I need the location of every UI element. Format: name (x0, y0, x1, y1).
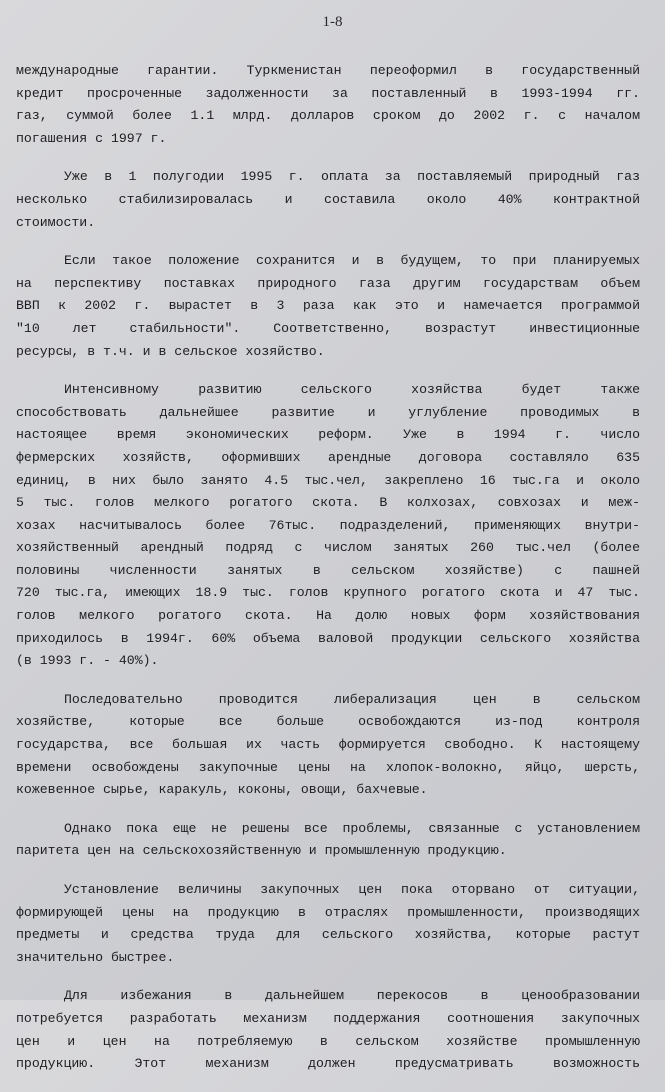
document-body (16, 60, 640, 1092)
paragraph-7 (16, 879, 640, 969)
text-line: продукцию. Этот механизм должен предусматривать возможность (16, 1056, 640, 1072)
text-line: единиц, в них было занято 4.5 тыс.чел, закреплено 16 тыс.га и около (16, 472, 640, 488)
text-line: Уже в 1 полугодии 1995 г. оплата за поставляемый природный газ (64, 169, 640, 185)
paragraph-1 (16, 60, 640, 150)
text-line: газ, суммой более 1.1 млрд. долларов сроком до 2002 г. с началом (16, 108, 640, 124)
text-line: международные гарантии. Туркменистан переоформил в государственный (16, 63, 640, 78)
paragraph-2 (16, 166, 640, 234)
text-line: способствовать дальнейшее развитие и углубление проводимых в (16, 404, 640, 420)
paragraph-4 (16, 379, 640, 673)
text-line: приходилось в 1994г. 60% объема валовой продукции сельского хозяйства (16, 630, 640, 646)
text-line: ВВП к 2002 г. вырастет в 3 раза как это и намечается программой (16, 298, 640, 314)
text-line: половины численности занятых в сельском хозяйстве) с пашней (16, 562, 640, 578)
text-line: Если такое положение сохранится и в будущем, то при планируемых (64, 253, 640, 269)
text-line: кредит просроченные задолженности за поставленный в 1993-1994 гг. (16, 85, 640, 101)
page-number: 1-8 (322, 14, 343, 30)
paragraph-5 (16, 689, 640, 802)
text-line: погашения с 1997 г. (16, 130, 167, 146)
text-line: Установление величины закупочных цен пока оторвано от ситуации, (64, 882, 640, 897)
paragraph-3 (16, 250, 640, 363)
text-line: "10 лет стабильности". Соответственно, возрастут инвестиционные (16, 320, 640, 336)
text-line: голов мелкого рогатого скота. На долю новых форм хозяйствования (16, 608, 640, 624)
text-line: стоимости. (16, 214, 96, 230)
text-line: хозяйстве, которые все больше освобождаются из-под контроля (16, 714, 640, 730)
text-line: настоящее время экономических реформ. Уже в 1994 г. число (16, 427, 640, 443)
paragraph-6 (16, 818, 640, 863)
text-line: кожевенное сырье, каракуль, коконы, овощи, бахчевые. (16, 782, 428, 798)
text-line: хозах насчитывалось более 76тыс. подразделений, применяющих внутри- (16, 517, 640, 533)
text-line: формирующей цены на продукцию в отраслях промышленности, производящих (16, 904, 640, 920)
text-line: Последовательно проводится либерализация цен в сельском (64, 691, 640, 707)
text-line: ресурсы, в т.ч. и в сельское хозяйство. (16, 343, 325, 359)
text-line: (в 1993 г. - 40%). (16, 653, 159, 669)
text-line: фермерских хозяйств, оформивших арендные договора составляло 635 (16, 449, 640, 465)
text-line: паритета цен на сельскохозяйственную и промышленную продукцию. (16, 843, 507, 859)
text-line: Однако пока еще не решены все проблемы, связанные с установлением (64, 820, 640, 836)
text-line: значительно быстрее. (16, 949, 175, 965)
paragraph-8 (16, 985, 640, 1075)
text-line: государства, все большая их часть формируется свободно. К настоящему (16, 737, 640, 753)
text-line: времени освобождены закупочные цены на хлопок-волокно, яйцо, шерсть, (16, 759, 640, 775)
text-line: на перспективу поставках природного газа другим государствам объем (16, 275, 640, 291)
text-line: предметы и средства труда для сельского хозяйства, которые растут (16, 927, 640, 943)
text-line: 720 тыс.га, имеющих 18.9 тыс. голов крупного рогатого скота и 47 тыс. (16, 585, 640, 601)
text-line: Интенсивному развитию сельского хозяйства будет также (64, 382, 640, 398)
text-line: хозяйственный арендный подряд с числом занятых 260 тыс.чел (более (16, 540, 640, 556)
text-line: Для избежания в дальнейшем перекосов в ценообразовании (64, 988, 640, 1004)
text-line: цен и цен на потребляемую в сельском хозяйстве промышленную (16, 1033, 640, 1049)
text-line: 5 тыс. голов мелкого рогатого скота. В колхозах, совхозах и меж- (16, 495, 640, 511)
text-line: несколько стабилизировалась и составила около 40% контрактной (16, 191, 640, 207)
text-line: потребуется разработать механизм поддержания соотношения закупочных (16, 1010, 640, 1026)
